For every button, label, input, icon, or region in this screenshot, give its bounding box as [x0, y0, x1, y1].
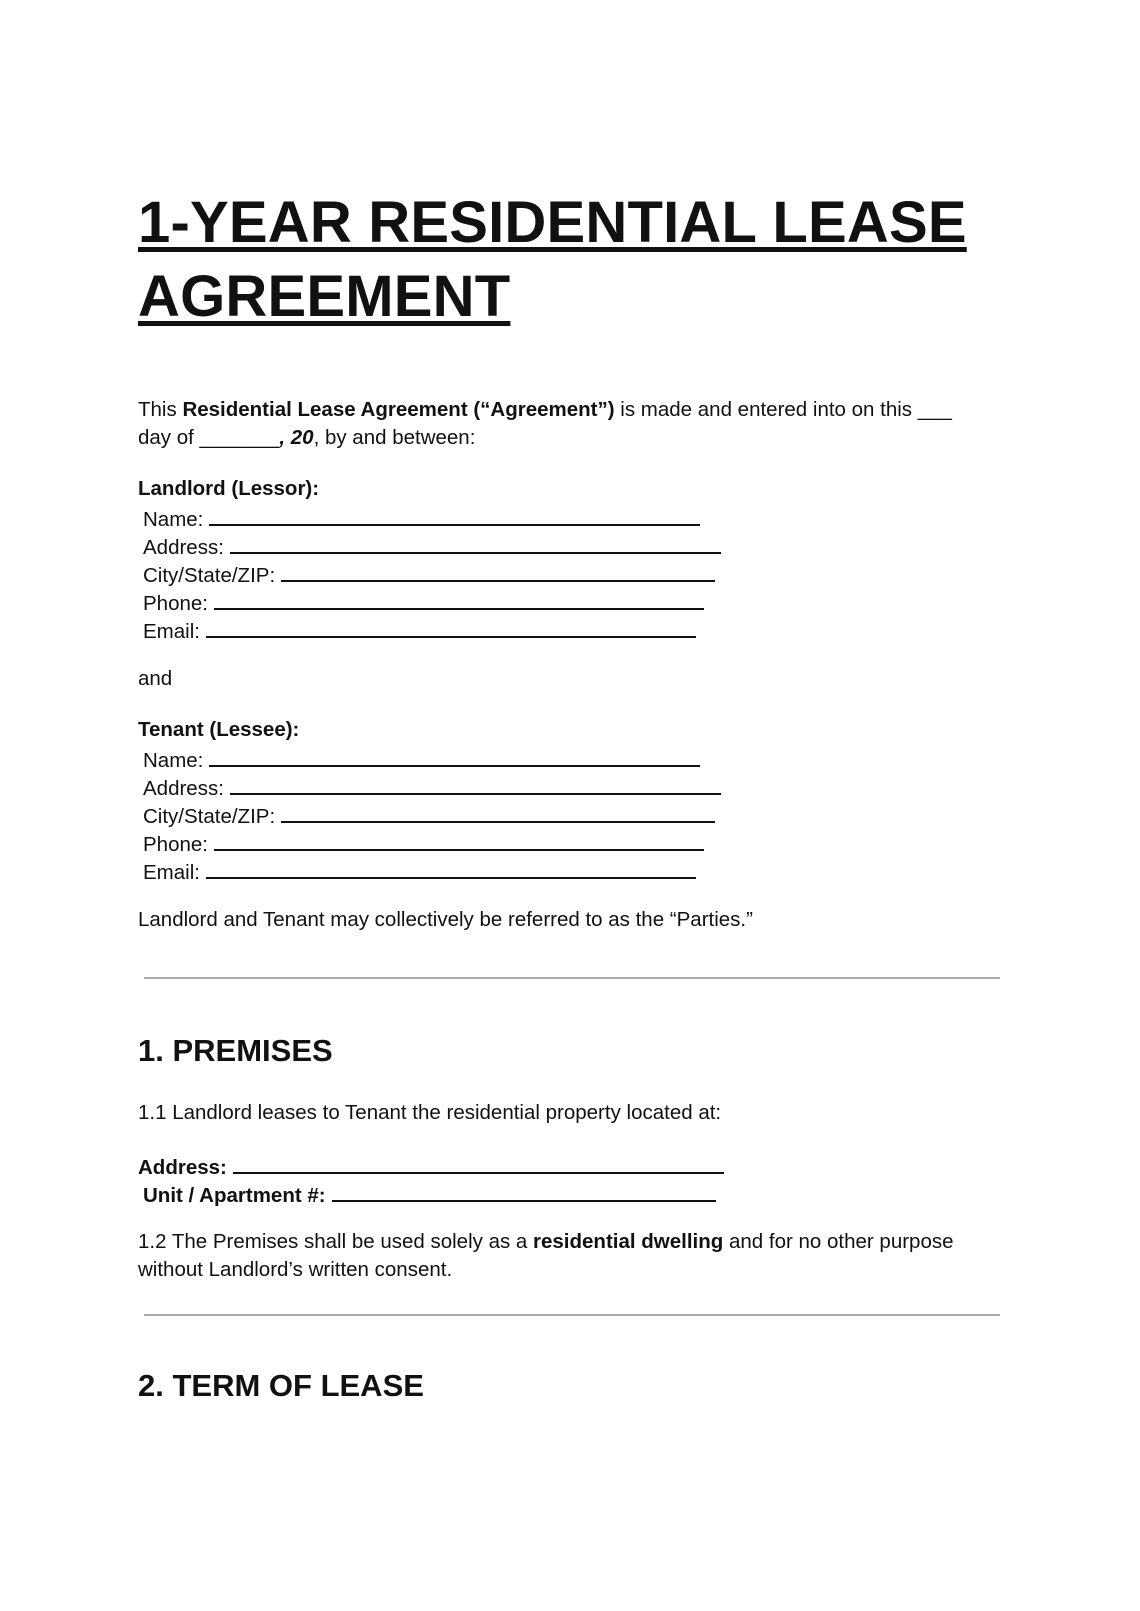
section-1-2-line-1: 1.2 The Premises shall be used solely as a residential dwelling and for no other purpose: [138, 1230, 954, 1253]
landlord-heading: Landlord (Lessor):: [138, 477, 320, 500]
tenant-city-state-zip-field[interactable]: City/State/ZIP:: [143, 799, 715, 831]
section-2-heading: 2. TERM OF LEASE: [138, 1368, 424, 1403]
landlord-address-field[interactable]: Address:: [143, 530, 721, 562]
landlord-name-field[interactable]: Name:: [143, 502, 700, 534]
tenant-name-field[interactable]: Name:: [143, 743, 700, 775]
section-1-2-line-2: without Landlord’s written consent.: [138, 1258, 453, 1281]
section-divider: [144, 977, 1000, 979]
parties-text: Landlord and Tenant may collectively be referred to as the “Parties.”: [138, 908, 753, 931]
premises-address-field[interactable]: Address:: [138, 1150, 724, 1182]
section-1-1-text: 1.1 Landlord leases to Tenant the residential property located at:: [138, 1101, 722, 1124]
premises-unit-field[interactable]: Unit / Apartment #:: [143, 1178, 716, 1210]
document-title: 1-YEAR RESIDENTIAL LEASE AGREEMENT: [138, 190, 967, 329]
tenant-email-field[interactable]: Email:: [143, 855, 696, 887]
tenant-phone-field[interactable]: Phone:: [143, 827, 704, 859]
landlord-phone-field[interactable]: Phone:: [143, 586, 704, 618]
intro-line-2: day of _______, 20, by and between:: [138, 426, 476, 449]
landlord-email-field[interactable]: Email:: [143, 614, 696, 646]
landlord-city-state-zip-field[interactable]: City/State/ZIP:: [143, 558, 715, 590]
intro-line-1: This Residential Lease Agreement (“Agreement”) is made and entered into on this ___: [138, 398, 952, 421]
tenant-heading: Tenant (Lessee):: [138, 718, 300, 741]
section-divider: [144, 1314, 1000, 1316]
section-1-heading: 1. PREMISES: [138, 1033, 333, 1068]
tenant-address-field[interactable]: Address:: [143, 771, 721, 803]
and-text: and: [138, 667, 173, 690]
